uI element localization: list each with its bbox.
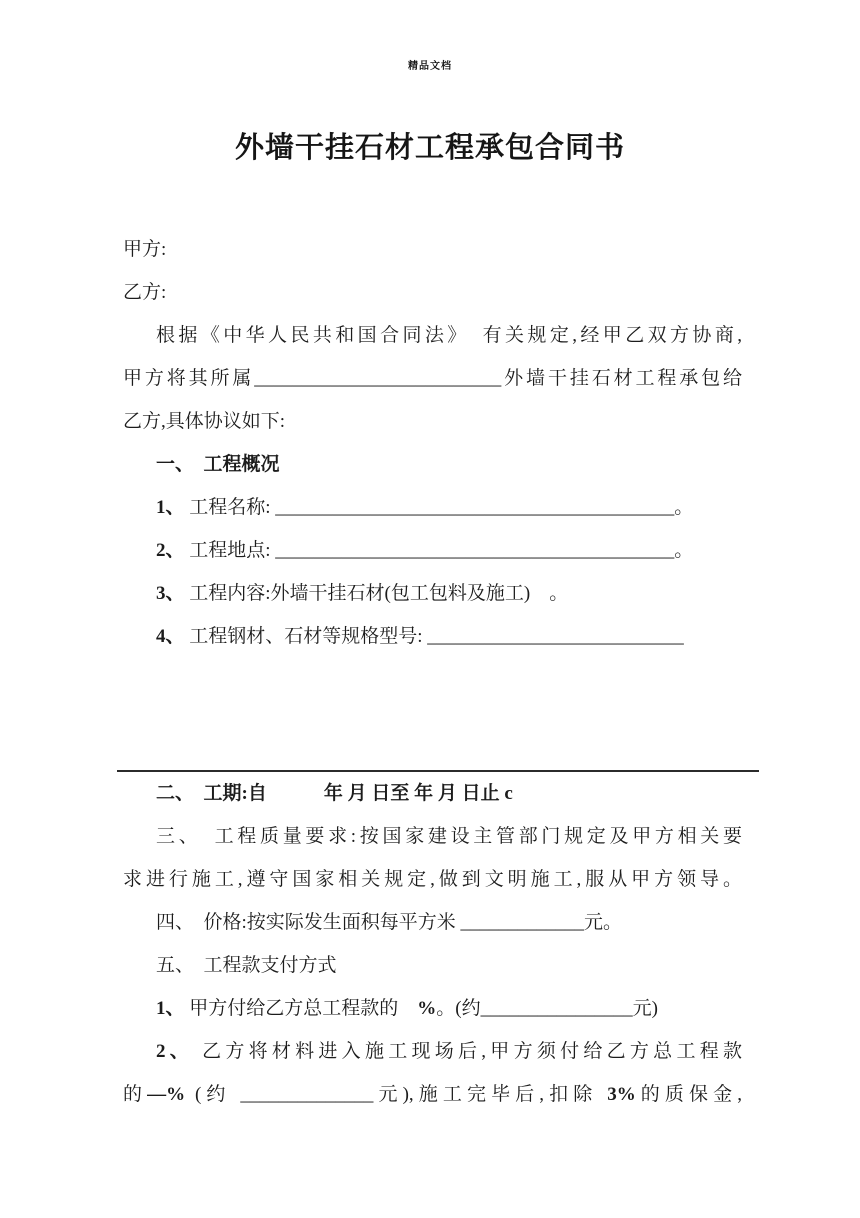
text-segment: 的质保金,: [635, 1084, 742, 1105]
text-segment: __________________________________________: [275, 497, 675, 518]
document-line: [123, 1030, 742, 1073]
text-segment: %: [417, 998, 437, 1019]
text-segment: __________________________________________: [275, 540, 675, 561]
text-segment: 2、: [156, 540, 185, 561]
text-segment: 1、: [156, 497, 185, 518]
text-segment: 3、: [156, 583, 185, 604]
text-segment: 外墙干挂石材工程承包给: [501, 368, 742, 389]
text-segment: 。: [674, 540, 694, 561]
text-segment: ________________: [480, 998, 633, 1019]
text-segment: (约: [185, 1084, 241, 1105]
document-line: [123, 987, 742, 1030]
document-line: [123, 772, 742, 815]
text-segment: 元。: [584, 912, 623, 933]
document-line: [123, 443, 742, 486]
text-segment: 工程钢材、石材等规格型号:: [184, 626, 428, 647]
document-line: [123, 901, 742, 944]
text-segment: ______________: [240, 1084, 374, 1105]
text-segment: 一、 工程概况: [156, 454, 280, 475]
text-segment: 工程地点:: [184, 540, 276, 561]
watermark-tag: 精品文档: [408, 61, 452, 72]
text-segment: 根据《中华人民共和国合同法》 有关规定,经甲乙双方协商,: [156, 325, 742, 346]
document-line: [123, 858, 742, 901]
document-line: [123, 271, 742, 314]
text-segment: 。: [674, 497, 694, 518]
text-segment: 元),施工完毕后,扣除: [373, 1084, 608, 1105]
text-segment: 二、 工期:自 年 月 日至 年 月 日止 c: [156, 783, 513, 804]
document-line: [123, 1073, 742, 1116]
text-segment: 乙方将材料进入施工现场后,甲方须付给乙方总工程款: [193, 1041, 742, 1062]
page-title: 外墙干挂石材工程承包合同书: [234, 132, 625, 164]
text-segment: 五、 工程款支付方式: [156, 955, 337, 976]
document-line: [123, 228, 742, 271]
document-line: [123, 400, 742, 443]
text-segment: 三、 工程质量要求:按国家建设主管部门规定及甲方相关要: [156, 826, 742, 847]
text-segment: __________________________: [254, 368, 502, 389]
text-segment: 工程名称:: [184, 497, 276, 518]
text-segment: ___________________________: [427, 626, 684, 647]
text-segment: 甲方付给乙方总工程款的: [184, 998, 418, 1019]
document-line: [123, 314, 742, 357]
text-segment: 工程内容:外墙干挂石材(包工包料及施工) 。: [184, 583, 569, 604]
text-segment: —%: [147, 1084, 186, 1105]
document-line: [123, 944, 742, 987]
document-line: [123, 357, 742, 400]
text-segment: 。(约: [436, 998, 481, 1019]
text-segment: 1、: [156, 998, 185, 1019]
text-segment: 乙方,具体协议如下:: [123, 411, 286, 432]
document-line: [123, 815, 742, 858]
document-body: [123, 228, 742, 1116]
text-segment: 乙方:: [123, 282, 167, 303]
text-segment: 甲方将其所属: [123, 368, 255, 389]
document-line: [123, 529, 742, 572]
document-line: [123, 572, 742, 615]
text-segment: 求进行施工,遵守国家相关规定,做到文明施工,服从甲方领导。: [123, 869, 742, 890]
text-segment: 3%: [607, 1084, 636, 1105]
text-segment: 四、 价格:按实际发生面积每平方米: [156, 912, 461, 933]
text-segment: 的: [123, 1084, 148, 1105]
text-segment: 2、: [156, 1041, 194, 1062]
text-segment: 元): [632, 998, 658, 1019]
document-line: [123, 486, 742, 529]
text-segment: 4、: [156, 626, 185, 647]
document-line: [123, 615, 742, 658]
text-segment: 甲方:: [123, 239, 167, 260]
text-segment: _____________: [460, 912, 585, 933]
